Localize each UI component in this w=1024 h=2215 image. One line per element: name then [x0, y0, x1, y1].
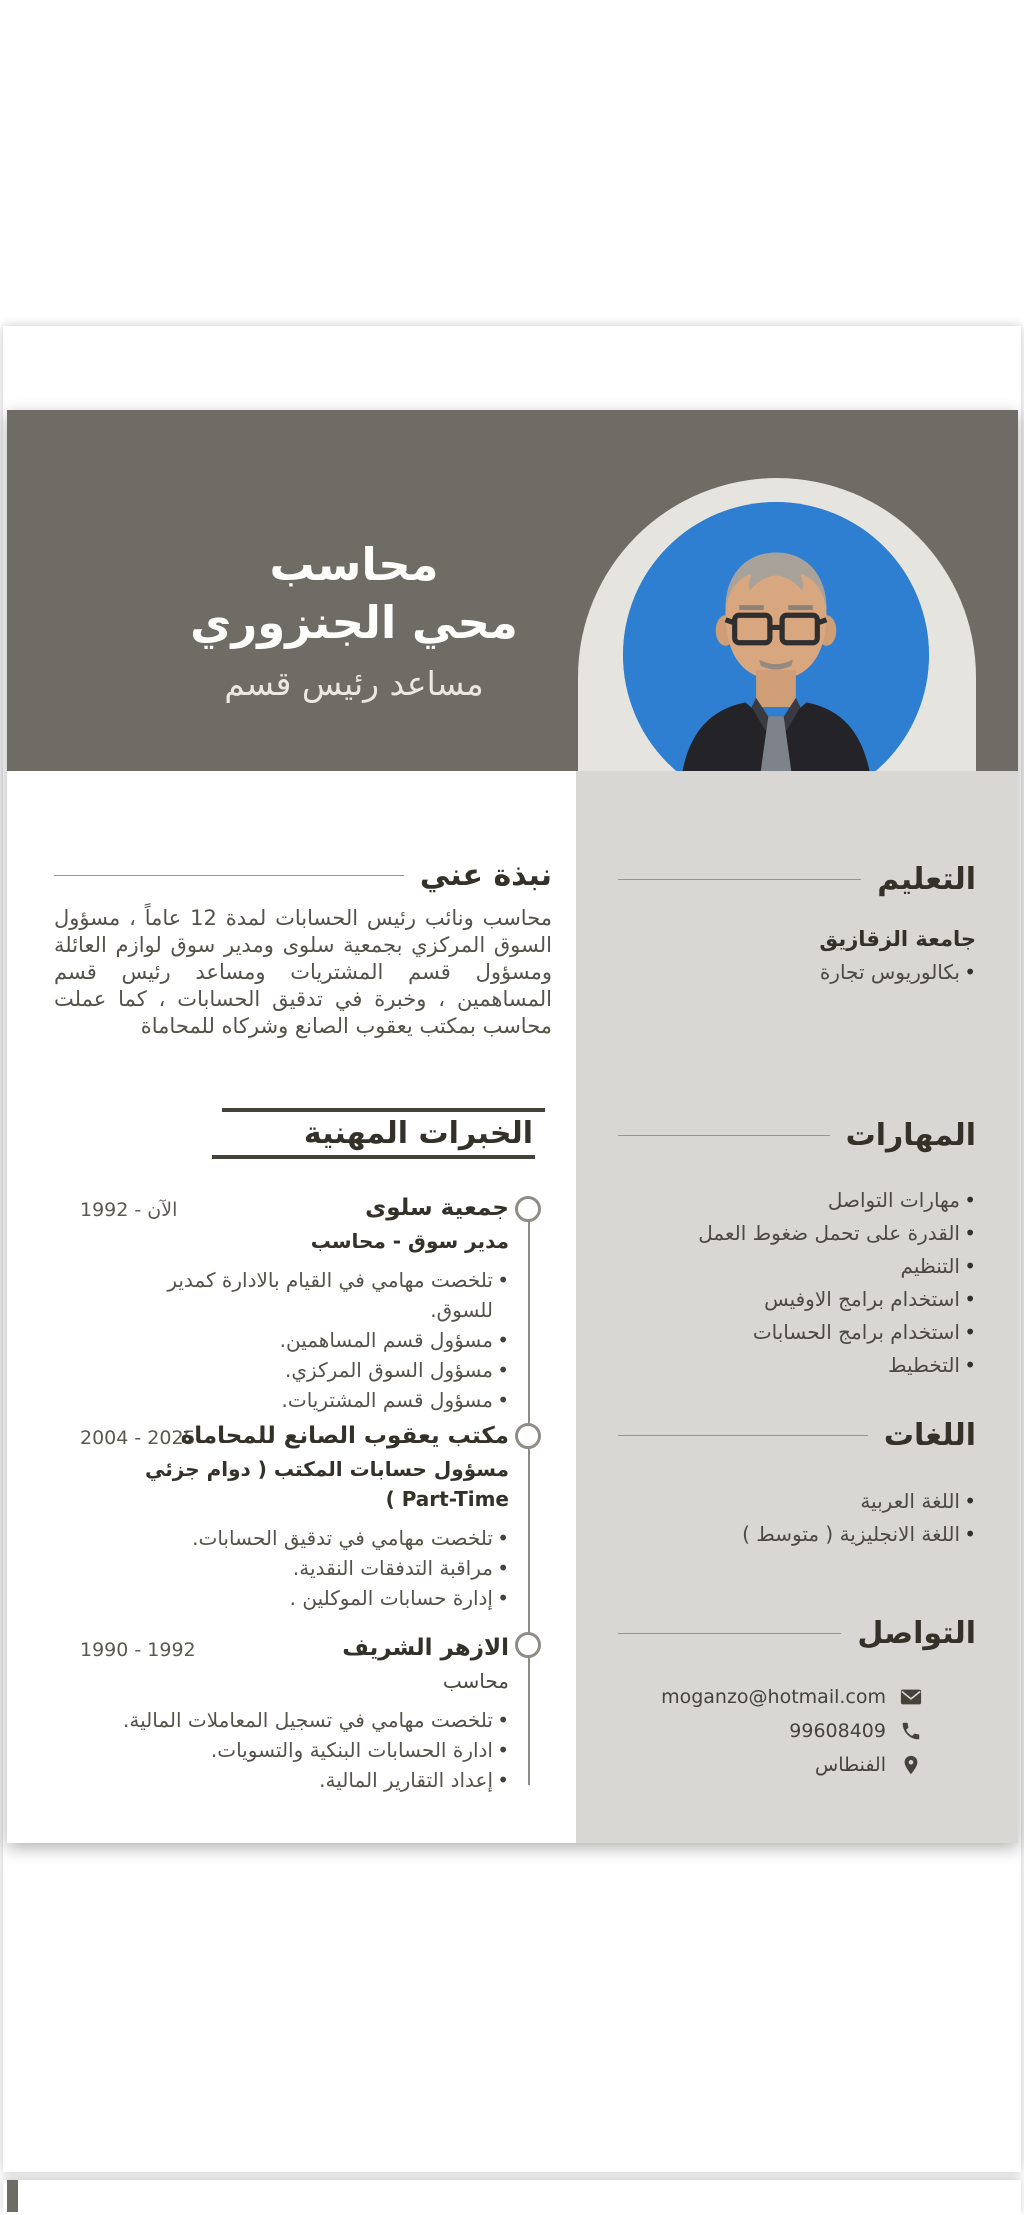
job-bullet-list	[119, 1523, 509, 1613]
job-bullet-list	[119, 1265, 509, 1415]
education-list	[618, 956, 976, 989]
profile-photo	[623, 502, 929, 808]
skills-section-heading	[618, 1118, 976, 1153]
email-icon	[900, 1686, 922, 1708]
job-role: مسؤول حسابات المكتب ( دوام جزئي Part-Time )	[145, 1457, 509, 1511]
experience-section-title	[212, 1108, 545, 1159]
job-bullet: • تلخصت مهامي في القيام بالادارة كمدير للسوق.	[119, 1265, 509, 1325]
job-entry	[119, 1192, 509, 1415]
languages-heading-line	[618, 1435, 868, 1436]
contact-location: الفنطاس	[815, 1754, 886, 1776]
skill-item: • القدرة على تحمل ضغوط العمل	[618, 1217, 976, 1250]
resume-card	[7, 410, 1018, 1843]
about-heading: نبذة عني	[419, 858, 552, 893]
job-bullet: • مسؤول قسم المساهمين.	[119, 1325, 509, 1355]
skill-item: • مهارات التواصل	[618, 1184, 976, 1217]
job-bullet: • ادارة الحسابات البنكية والتسويات.	[119, 1735, 509, 1765]
language-item: • اللغة الانجليزية ( متوسط )	[618, 1518, 976, 1551]
job-bullet: • إدارة حسابات الموكلين .	[119, 1583, 509, 1613]
languages-heading: اللغات	[883, 1418, 976, 1453]
job-date: 1992 - الآن	[80, 1199, 178, 1221]
location-icon	[900, 1754, 922, 1776]
name-block	[114, 536, 594, 703]
skill-item: • التنظيم	[618, 1250, 976, 1283]
job-bullet: • مسؤول السوق المركزي.	[119, 1355, 509, 1385]
person-name: محي الجنزوري	[190, 596, 518, 649]
job-bullet: • مراقبة التدفقات النقدية.	[119, 1553, 509, 1583]
job-title: مكتب يعقوب الصانع للمحاماة	[180, 1423, 509, 1449]
education-body	[618, 924, 976, 989]
job-bullet-list	[119, 1705, 509, 1795]
job-title: الازهر الشريف	[342, 1635, 509, 1661]
skills-heading-line	[618, 1135, 830, 1136]
skills-heading: المهارات	[845, 1118, 976, 1153]
job-title: جمعية سلوى	[365, 1195, 509, 1221]
experience-title-top-bar	[222, 1108, 545, 1112]
job-date: 2004 - 2025	[80, 1427, 196, 1449]
experience-heading: الخبرات المهنية	[303, 1116, 533, 1151]
job-bullet: • تلخصت مهامي في تسجيل المعاملات المالية.	[119, 1705, 509, 1735]
timeline-dot	[515, 1632, 541, 1658]
timeline-line	[528, 1210, 530, 1785]
experience-title-bottom-bar	[212, 1155, 535, 1159]
about-paragraph: محاسب ونائب رئيس الحسابات لمدة 12 عاماً ، مسؤول السوق المركزي بجمعية سلوى ومدير سوق لوازم العائلة ومسؤول قسم المشتريات ومساعد رئيس قسم المساهمين ، وخبرة في تدقيق الحسابات ، كما عملت محاسب بمكتب يعقوب الصانع وشركاه للمحاماة	[54, 906, 552, 1038]
education-heading: التعليم	[877, 862, 976, 897]
contact-list	[592, 1680, 922, 1782]
contact-phone: 99608409	[789, 1720, 886, 1742]
timeline-dot	[515, 1196, 541, 1222]
contact-heading-line	[618, 1633, 841, 1634]
about-heading-line	[54, 875, 404, 876]
education-school: جامعة الزقازيق	[819, 927, 976, 951]
timeline-dot	[515, 1423, 541, 1449]
language-item: • اللغة العربية	[618, 1485, 976, 1518]
skill-item: • التخطيط	[618, 1349, 976, 1382]
contact-row-phone	[592, 1714, 922, 1748]
education-heading-line	[618, 879, 861, 880]
job-bullet: • تلخصت مهامي في تدقيق الحسابات.	[119, 1523, 509, 1553]
education-section-heading	[618, 862, 976, 897]
job-entry	[119, 1632, 509, 1795]
skill-item: • استخدام برامج الاوفيس	[618, 1283, 976, 1316]
skill-item: • استخدام برامج الحسابات	[618, 1316, 976, 1349]
phone-icon	[900, 1720, 922, 1742]
job-bullet: • مسؤول قسم المشتريات.	[119, 1385, 509, 1415]
education-item: • بكالوريوس تجارة	[618, 956, 976, 989]
job-entry	[119, 1420, 509, 1613]
job-role: محاسب	[442, 1669, 509, 1693]
job-date: 1990 - 1992	[80, 1639, 196, 1661]
person-subtitle: مساعد رئيس قسم	[224, 664, 484, 703]
job-bullet: • إعداد التقارير المالية.	[119, 1765, 509, 1795]
contact-email: moganzo@hotmail.com	[661, 1686, 886, 1708]
languages-section-heading	[618, 1418, 976, 1453]
languages-body	[618, 1483, 976, 1551]
about-section	[54, 858, 552, 1040]
next-page-header-corner	[7, 2180, 18, 2212]
contact-row-location	[592, 1748, 922, 1782]
languages-list	[618, 1485, 976, 1551]
skills-body	[618, 1182, 976, 1382]
job-title-header: محاسب	[269, 538, 439, 591]
job-role: مدير سوق - محاسب	[310, 1229, 509, 1253]
contact-section-heading	[618, 1616, 976, 1651]
contact-heading: التواصل	[857, 1616, 976, 1651]
contact-row-email	[592, 1680, 922, 1714]
skills-list	[618, 1184, 976, 1382]
next-document-page	[3, 2180, 1021, 2215]
avatar-illustration	[623, 502, 929, 808]
